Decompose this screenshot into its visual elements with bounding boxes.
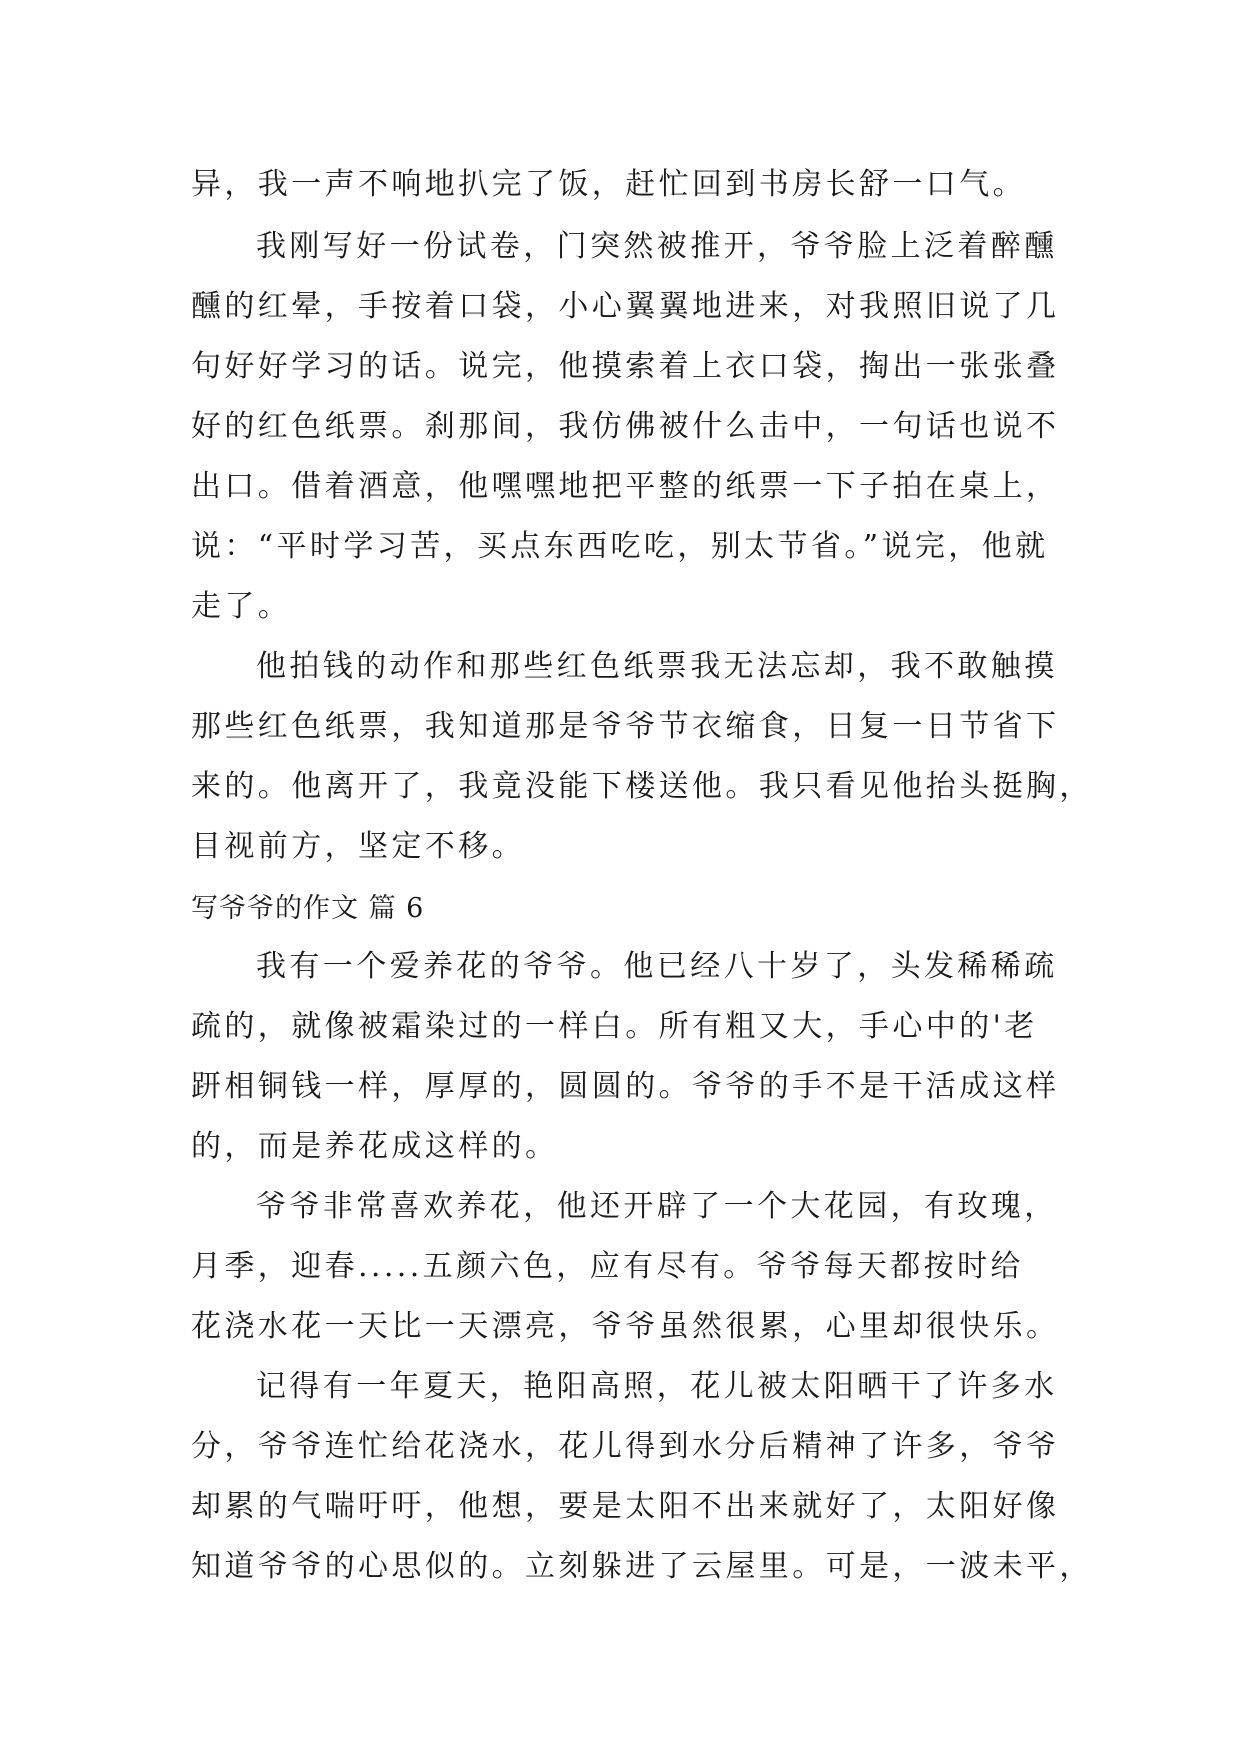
paragraph-line: 记得有一年夏天，艳阳高照，花儿被太阳晒干了许多水 [256,1369,1058,1404]
paragraph-line: 我刚写好一份试卷，门突然被推开，爷爷脸上泛着醉醺 [256,229,1058,264]
paragraph-line: 爷爷非常喜欢养花，他还开辟了一个大花园，有玫瑰， [256,1189,1058,1224]
paragraph-line: 走了。 [191,589,292,624]
paragraph-line: 却累的气喘吁吁，他想，要是太阳不出来就好了，太阳好像 [191,1489,1060,1524]
paragraph-line: 分，爷爷连忙给花浇水，花儿得到水分后精神了许多，爷爷 [191,1429,1060,1464]
paragraph-line: 那些红色纸票，我知道那是爷爷节衣缩食，日复一日节省下 [191,709,1060,744]
paragraph-line: 疏的，就像被霜染过的一样白。所有粗又大，手心中的'老 [191,1009,1038,1044]
paragraph-line: 他拍钱的动作和那些红色纸票我无法忘却，我不敢触摸 [256,649,1058,684]
paragraph-line: 我有一个爱养花的爷爷。他已经八十岁了，头发稀稀疏 [256,949,1058,984]
paragraph-line: 异，我一声不响地扒完了饭，赶忙回到书房长舒一口气。 [191,167,1026,202]
paragraph-line: 出口。借着酒意，他嘿嘿地把平整的纸票一下子拍在桌上， [191,469,1060,504]
paragraph-line: 月季，迎春.....五颜六色，应有尽有。爷爷每天都按时给 [191,1249,1024,1284]
paragraph-line: 的，而是养花成这样的。 [191,1129,559,1164]
paragraph-line: 目视前方，坚定不移。 [191,829,525,864]
section-heading: 写爷爷的作文 篇 6 [191,893,425,924]
paragraph-line: 句好好学习的话。说完，他摸索着上衣口袋，掏出一张张叠 [191,349,1060,384]
paragraph-line: 趼相铜钱一样，厚厚的，圆圆的。爷爷的手不是干活成这样 [191,1069,1060,1104]
paragraph-line: 花浇水花一天比一天漂亮，爷爷虽然很累，心里却很快乐。 [191,1309,1060,1344]
paragraph-line: 来的。他离开了，我竟没能下楼送他。我只看见他抬头挺胸， [191,769,1093,804]
paragraph-line: 知道爷爷的心思似的。立刻躲进了云屋里。可是，一波未平， [191,1549,1093,1584]
paragraph-line: 说：“平时学习苦，买点东西吃吃，别太节省。”说完，他就 [191,529,1049,564]
paragraph-line: 好的红色纸票。刹那间，我仿佛被什么击中，一句话也说不 [191,409,1060,444]
paragraph-line: 醺的红晕，手按着口袋，小心翼翼地进来，对我照旧说了几 [191,289,1060,324]
